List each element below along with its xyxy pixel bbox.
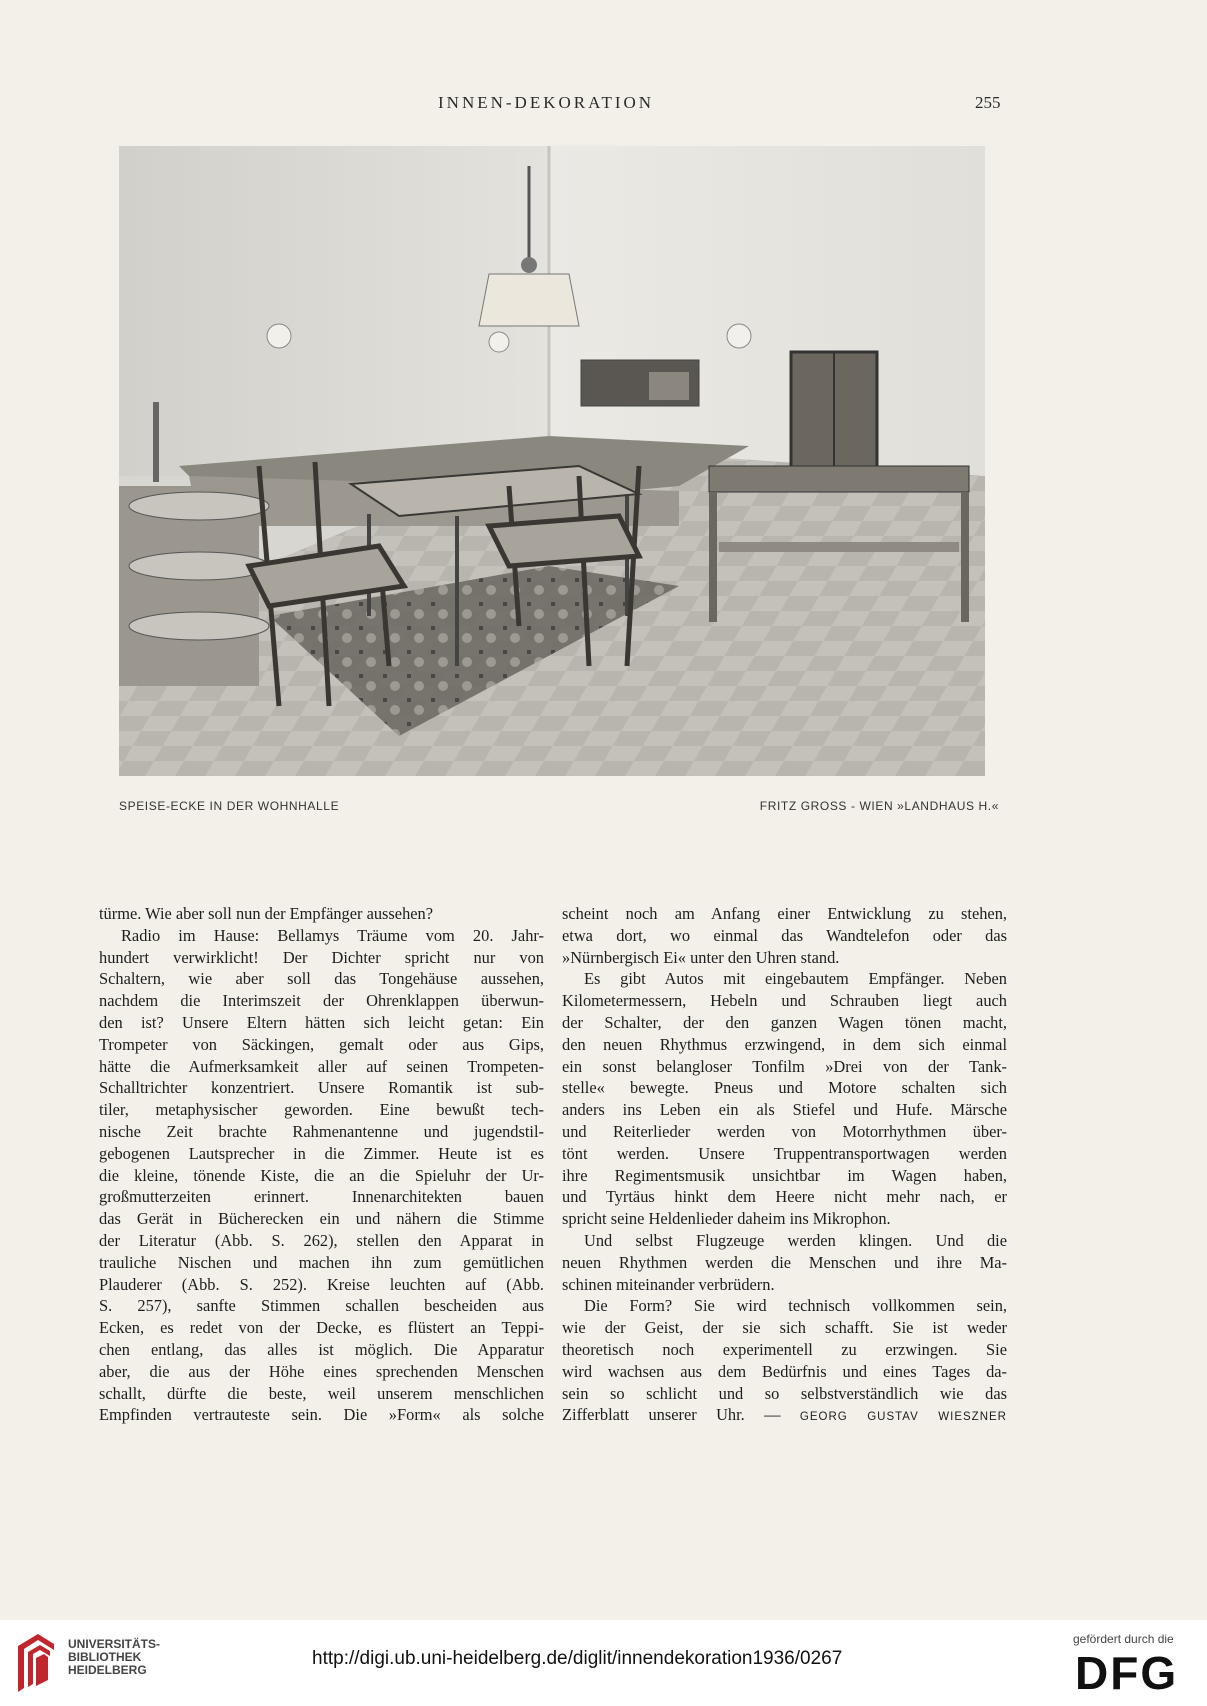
text-line: stelle« bewegte. Pneus und Motore schalten sich — [562, 1078, 1007, 1098]
text-line: hätte die Aufmerksamkeit aller auf seinen Trompeten- — [99, 1056, 544, 1076]
text-line: wird wachsen aus dem Bedürfnis und eines Tages da- — [562, 1361, 1007, 1381]
text-line: ihre Regimentsmusik unsichtbar im Wagen haben, — [562, 1165, 1007, 1185]
university-library-logo-icon — [14, 1632, 58, 1694]
paragraph — [562, 968, 1007, 1230]
text-line: nachdem die Interimszeit der Ohrenklappen überwun- — [99, 991, 544, 1011]
closing-text: Zifferblatt unserer Uhr. — — [562, 1405, 781, 1425]
text-line: trauliche Nischen und machen ihn zum gemütlichen — [99, 1252, 544, 1272]
text-line: Und selbst Flugzeuge werden klingen. Und die — [584, 1230, 1007, 1250]
library-name-line: HEIDELBERG — [68, 1663, 147, 1677]
library-name-line: BIBLIOTHEK — [68, 1650, 142, 1664]
running-head — [0, 93, 1207, 117]
text-line: den neuen Rhythmus erzwingend, in dem sich einmal — [562, 1034, 1007, 1054]
text-line: ein sonst belangloser Tonfilm »Drei von der Tank- — [562, 1056, 1007, 1076]
text-line: der Schalter, der den ganzen Wagen tönen macht, — [562, 1012, 1007, 1032]
dfg-logo: DFG — [1075, 1647, 1179, 1699]
text-line: Die Form? Sie wird technisch vollkommen sein, — [584, 1296, 1007, 1316]
text-line: gebogenen Lautsprecher in die Zimmer. Heute ist es — [99, 1143, 544, 1163]
text-line: wie der Geist, der sie sich schafft. Sie ist weder — [562, 1318, 1007, 1338]
text-line: und Reiterlieder werden von Motorrhythmen über- — [562, 1121, 1007, 1141]
text-line: Plauderer (Abb. S. 252). Kreise leuchten auf (Abb. — [99, 1274, 544, 1294]
caption-right: FRITZ GROSS - WIEN »LANDHAUS H.« — [759, 799, 999, 813]
final-line — [562, 1404, 1007, 1429]
text-line: sein so schlicht und so selbstverständlich wie das — [562, 1383, 1007, 1403]
text-line: tiler, metaphysischer geworden. Eine bewußt tech- — [99, 1100, 544, 1120]
text-line: aber, die aus der Höhe eines sprechenden Menschen — [99, 1361, 544, 1381]
text-line: Trompeter von Säckingen, gemalt oder aus Gips, — [99, 1034, 544, 1054]
paragraph — [562, 903, 1007, 968]
text-line: scheint noch am Anfang einer Entwicklung zu stehen, — [562, 904, 1007, 923]
text-line: das Gerät in Bücherecken ein und nähern die Stimme — [99, 1209, 544, 1229]
permalink-url[interactable]: http://digi.ub.uni-heidelberg.de/diglit/innendekoration1936/0267 — [312, 1648, 843, 1669]
text-line: spricht seine Heldenlieder daheim ins Mikrophon. — [562, 1209, 891, 1229]
library-name — [68, 1638, 160, 1677]
text-line: S. 257), sanfte Stimmen schallen bescheiden aus — [99, 1296, 544, 1316]
text-line: anders ins Leben ein als Stiefel und Hufe. Märsche — [562, 1100, 1007, 1120]
text-line: Schaltern, wie aber soll das Tongehäuse aussehen, — [99, 969, 544, 989]
text-line: der Literatur (Abb. S. 262), stellen den Apparat in — [99, 1230, 544, 1250]
text-line: chen entlang, das alles ist möglich. Die Apparatur — [99, 1339, 544, 1359]
text-line: Kilometermessern, Hebeln und Schrauben liegt auch — [562, 991, 1007, 1011]
text-column-left — [99, 903, 544, 1426]
caption-left: SPEISE-ECKE IN DER WOHNHALLE — [119, 799, 340, 813]
text-line: »Nürnbergisch Ei« unter den Uhren stand. — [562, 947, 840, 967]
text-line: schinen miteinander verbrüdern. — [562, 1274, 775, 1294]
text-line: Ecken, es redet von der Decke, es flüstert an Teppi- — [99, 1318, 544, 1338]
paragraph — [99, 903, 544, 925]
paragraph — [99, 925, 544, 1426]
digitization-footer — [0, 1620, 1207, 1706]
text-line: türme. Wie aber soll nun der Empfänger aussehen? — [99, 904, 434, 923]
text-line: theoretisch noch experimentell zu erzwingen. Sie — [562, 1339, 1007, 1359]
dining-corner-photo — [119, 146, 985, 776]
text-line: schallt, dürfte die beste, weil unserem menschlichen — [99, 1383, 544, 1403]
text-line: etwa dort, wo einmal das Wandtelefon oder das — [562, 925, 1007, 945]
text-line: Radio im Hause: Bellamys Träume vom 20. Jahr- — [121, 925, 544, 945]
text-line: nische Zeit brachte Rahmenantenne und jugendstil- — [99, 1121, 544, 1141]
text-line: Es gibt Autos mit eingebautem Empfänger. Neben — [584, 969, 1007, 989]
paragraph — [562, 1230, 1007, 1295]
text-line: die kleine, tönende Kiste, die an die Spieluhr der Ur- — [99, 1165, 544, 1185]
library-name-line: UNIVERSITÄTS- — [68, 1637, 161, 1651]
text-line: den ist? Unsere Eltern hätten sich leicht getan: Ein — [99, 1012, 544, 1032]
text-line: tönt werden. Unsere Truppentransportwagen werden — [562, 1143, 1007, 1163]
paragraph — [562, 1295, 1007, 1429]
text-line: Schalltrichter konzentriert. Unsere Romantik ist sub- — [99, 1078, 544, 1098]
text-line: hundert verwirklicht! Der Dichter spricht nur von — [99, 947, 544, 967]
author-signature: GEORG GUSTAV WIESZNER — [799, 1411, 1007, 1424]
text-column-right — [562, 903, 1007, 1429]
interior-photograph — [119, 146, 985, 776]
text-line: neuen Rhythmen werden die Menschen und ihre Ma- — [562, 1252, 1007, 1272]
journal-title: INNEN-DEKORATION — [438, 93, 655, 112]
funded-by-label: gefördert durch die — [1073, 1632, 1174, 1646]
page-number: 255 — [975, 93, 1001, 112]
text-line: Empfinden vertrauteste sein. Die »Form« als solche — [99, 1405, 544, 1425]
text-line: und Tyrtäus hinkt dem Heere nicht mehr nach, er — [562, 1187, 1007, 1207]
text-line: großmutterzeiten erinnert. Innenarchitekten bauen — [99, 1187, 544, 1207]
